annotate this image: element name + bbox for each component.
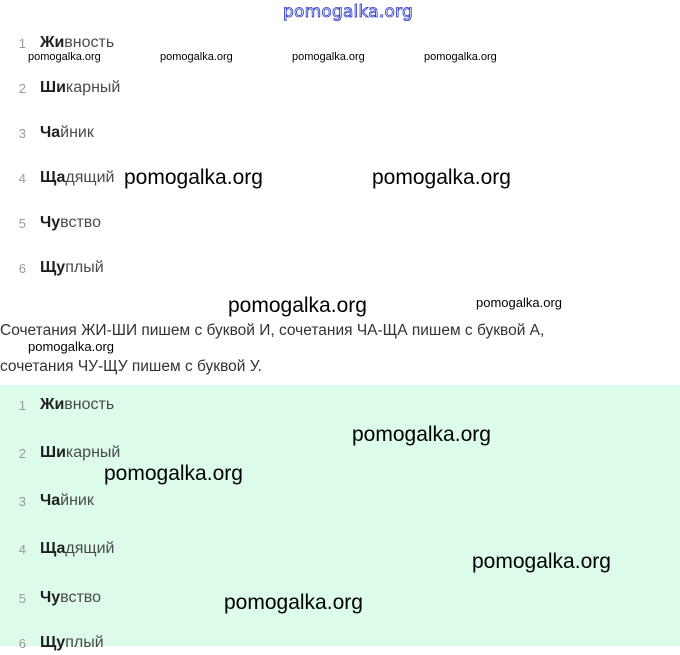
list-item (0, 393, 114, 417)
watermark: pomogalka.org (28, 51, 101, 63)
watermark: pomogalka.org (424, 51, 497, 63)
watermark: pomogalka.org (476, 295, 562, 310)
watermark: pomogalka.org (228, 294, 367, 317)
item-number: 3 (18, 493, 26, 509)
watermark: pomogalka.org (160, 51, 233, 63)
item-word: Щадящий (40, 169, 115, 186)
list-item (0, 121, 94, 145)
watermark: pomogalka.org (372, 166, 511, 189)
list-item (0, 256, 104, 280)
item-word: Чувство (40, 589, 102, 606)
item-number: 4 (18, 541, 26, 557)
item-number: 5 (18, 215, 26, 231)
list-item (0, 441, 120, 465)
list-item (0, 631, 104, 655)
item-number: 6 (18, 635, 26, 651)
site-logo[interactable]: pomogalka.org (283, 2, 413, 22)
watermark: pomogalka.org (104, 462, 243, 485)
watermark: pomogalka.org (224, 591, 363, 614)
item-number: 1 (18, 397, 26, 413)
item-number: 2 (18, 445, 26, 461)
list-item (0, 586, 101, 610)
item-word: Щадящий (40, 540, 115, 557)
item-number: 2 (18, 80, 26, 96)
watermark: pomogalka.org (292, 51, 365, 63)
list-item (0, 76, 120, 100)
item-number: 6 (18, 260, 26, 276)
item-word: Чайник (40, 492, 94, 509)
item-word: Щуплый (40, 259, 104, 276)
item-word: Чувство (40, 214, 102, 231)
watermark: pomogalka.org (124, 166, 263, 189)
item-number: 1 (18, 35, 26, 51)
item-word: Живность (40, 34, 115, 51)
item-number: 4 (18, 170, 26, 186)
list-item (0, 489, 94, 513)
list-item (0, 537, 114, 561)
item-word: Щуплый (40, 634, 104, 651)
item-number: 3 (18, 125, 26, 141)
item-word: Чайник (40, 124, 94, 141)
item-number: 5 (18, 590, 26, 606)
item-word: Живность (40, 396, 115, 413)
watermark: pomogalka.org (472, 550, 611, 573)
watermark: pomogalka.org (28, 339, 114, 354)
list-item (0, 166, 114, 190)
rule-line-1: Сочетания ЖИ-ШИ пишем с буквой И, сочетания ЧА-ЩА пишем с буквой А, (0, 322, 545, 339)
rule-line-2: сочетания ЧУ-ЩУ пишем с буквой У. (0, 358, 262, 375)
item-word: Шикарный (40, 444, 121, 461)
watermark: pomogalka.org (352, 423, 491, 446)
list-item (0, 211, 101, 235)
item-word: Шикарный (40, 79, 121, 96)
